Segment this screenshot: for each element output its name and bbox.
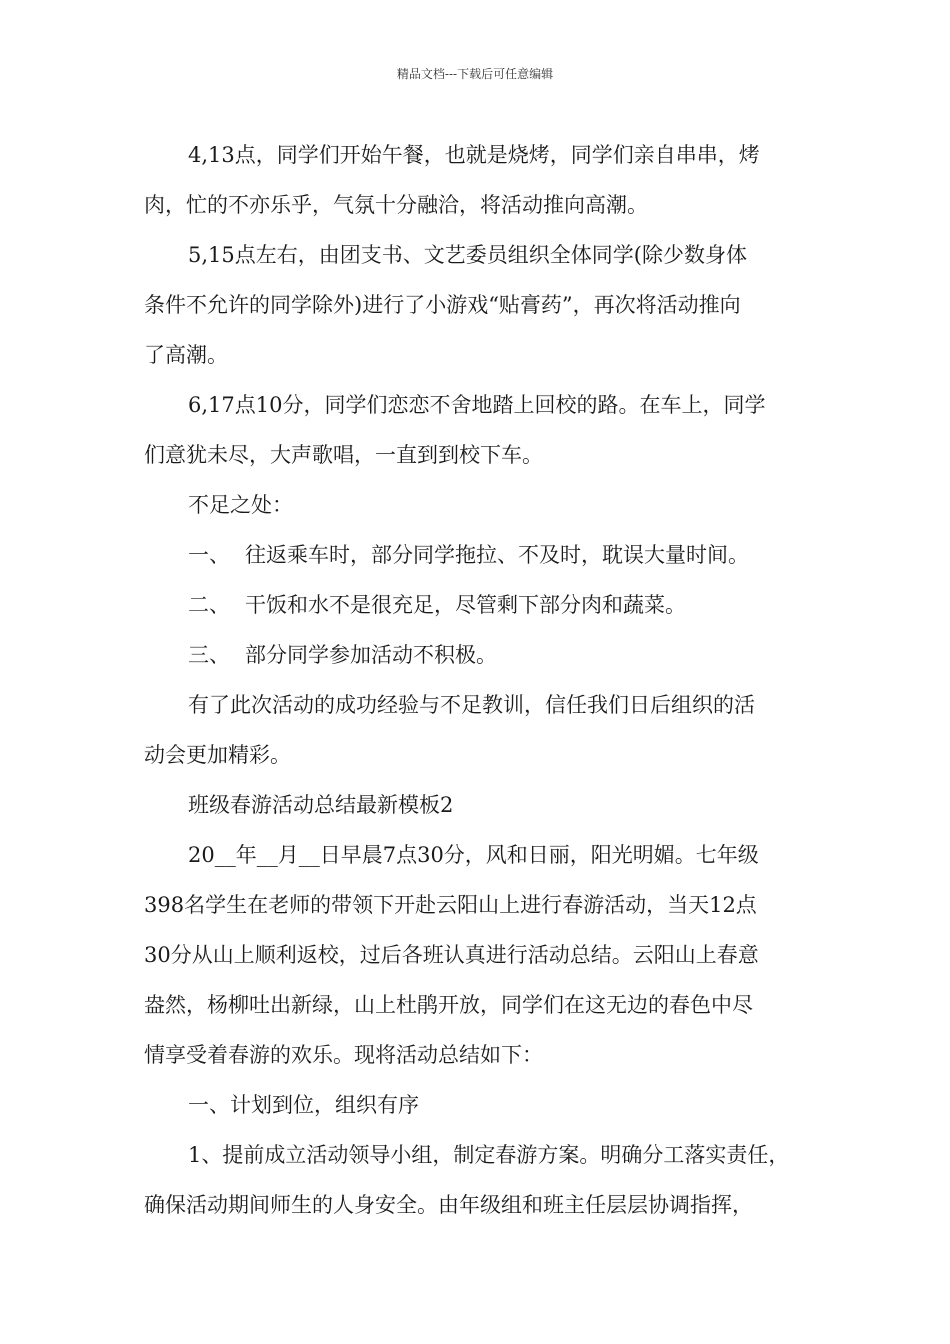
paragraph-game — [144, 230, 834, 380]
list-number: 一、 — [188, 543, 230, 567]
shortcomings-list — [144, 530, 834, 680]
text-line: 30分从山上顺利返校，过后各班认真进行活动总结。云阳山上春意 — [144, 943, 759, 967]
text-line: 398名学生在老师的带领下开赴云阳山上进行春游活动，当天12点 — [144, 893, 757, 917]
text-line: 了高潮。 — [144, 343, 228, 367]
paragraph-return — [144, 380, 834, 480]
document-body — [144, 130, 834, 1230]
text-line: 条件不允许的同学除外)进行了小游戏“贴膏药”，再次将活动推向 — [144, 293, 741, 317]
text-line: 不足之处： — [188, 493, 293, 517]
text-line: 肉，忙的不亦乐乎，气氛十分融洽，将活动推向高潮。 — [144, 193, 648, 217]
text-line: 动会更加精彩。 — [144, 743, 291, 767]
paragraph-intro — [144, 830, 834, 1080]
heading-plan: 一、计划到位，组织有序 — [188, 1093, 419, 1117]
list-text: 往返乘车时，部分同学拖拉、不及时，耽误大量时间。 — [245, 543, 749, 567]
paragraph-lunch — [144, 130, 834, 230]
text-line: 情享受着春游的欢乐。现将活动总结如下： — [144, 1043, 543, 1067]
list-item — [144, 530, 834, 580]
list-item — [144, 630, 834, 680]
text-line: 们意犹未尽，大声歌唱，一直到到校下车。 — [144, 443, 543, 467]
list-text: 部分同学参加活动不积极。 — [245, 643, 497, 667]
list-text: 干饭和水不是很充足，尽管剩下部分肉和蔬菜。 — [245, 593, 686, 617]
section-title: 班级春游活动总结最新模板2 — [188, 793, 454, 817]
text-line: 确保活动期间师生的人身安全。由年级组和班主任层层协调指挥， — [144, 1193, 753, 1217]
paragraph-point-1 — [144, 1130, 834, 1230]
text-line: 1、提前成立活动领导小组，制定春游方案。明确分工落实责任， — [188, 1143, 790, 1167]
text-line: 6,17点10分，同学们恋恋不舍地踏上回校的路。在车上，同学 — [188, 393, 766, 417]
list-number: 三、 — [188, 643, 230, 667]
text-line: 4,13点，同学们开始午餐，也就是烧烤，同学们亲自串串，烤 — [188, 143, 760, 167]
list-number: 二、 — [188, 593, 230, 617]
list-item — [144, 580, 834, 630]
paragraph-conclusion — [144, 680, 834, 780]
paragraph-shortcomings-heading — [144, 480, 834, 530]
text-line: 5,15点左右，由团支书、文艺委员组织全体同学(除少数身体 — [188, 243, 747, 267]
text-line: 有了此次活动的成功经验与不足教训，信任我们日后组织的活 — [188, 693, 755, 717]
text-line: 20__年__月__日早晨7点30分，风和日丽，阳光明媚。七年级 — [188, 843, 759, 867]
text-line: 盎然，杨柳吐出新绿，山上杜鹃开放，同学们在这无边的春色中尽 — [144, 993, 753, 1017]
page-header: 精品文档---下载后可任意编辑 — [396, 67, 554, 81]
